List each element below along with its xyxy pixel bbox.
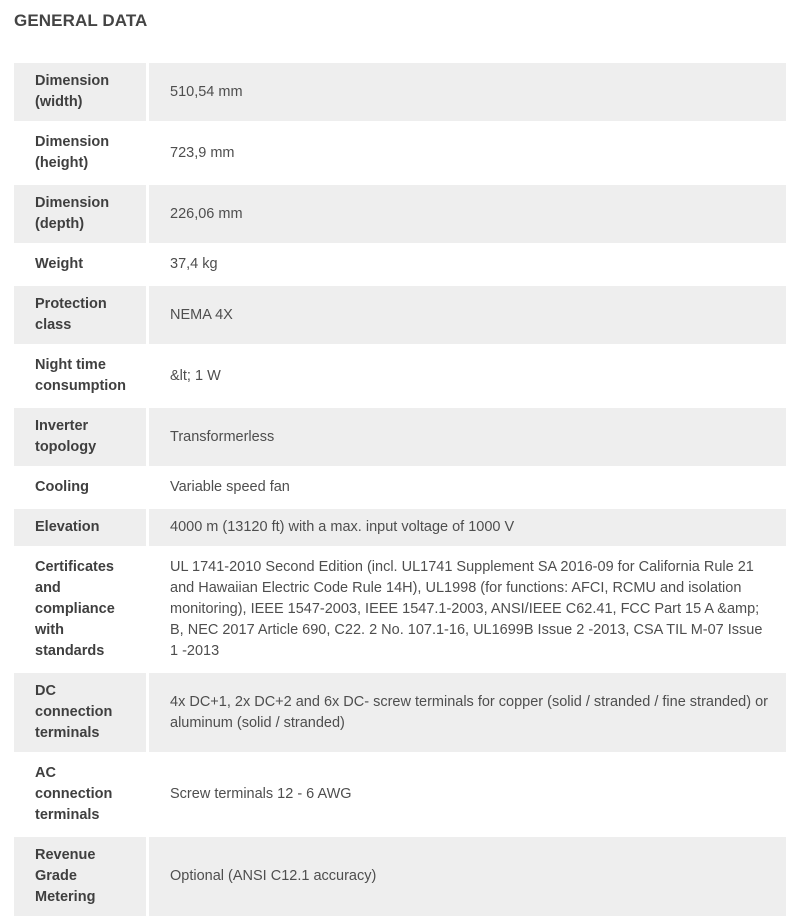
table-row-revenue-grade-metering <box>14 837 786 916</box>
table-row-cooling <box>14 469 786 506</box>
row-label: Cooling <box>14 469 149 506</box>
table-row-night-time-consumption <box>14 347 786 405</box>
row-label: Night time consumption <box>14 347 149 405</box>
section-title: GENERAL DATA <box>14 11 148 30</box>
row-value: 510,54 mm <box>149 63 786 121</box>
row-label: AC connection terminals <box>14 755 149 834</box>
row-value: &lt; 1 W <box>149 347 786 405</box>
table-row-elevation <box>14 509 786 546</box>
row-value: Screw terminals 12 - 6 AWG <box>149 755 786 834</box>
spec-table <box>14 60 786 919</box>
table-row-dimension-width <box>14 63 786 121</box>
table-row-inverter-topology <box>14 408 786 466</box>
row-label: Inverter topology <box>14 408 149 466</box>
row-label: Protection class <box>14 286 149 344</box>
table-row-certificates <box>14 549 786 670</box>
table-row-protection-class <box>14 286 786 344</box>
row-label: Revenue Grade Metering <box>14 837 149 916</box>
table-row-dc-connection-terminals <box>14 673 786 752</box>
row-label: Dimension (width) <box>14 63 149 121</box>
row-value: Transformerless <box>149 408 786 466</box>
table-row-weight <box>14 246 786 283</box>
table-row-ac-connection-terminals <box>14 755 786 834</box>
row-label: Dimension (depth) <box>14 185 149 243</box>
row-label: Dimension (height) <box>14 124 149 182</box>
row-value: 4x DC+1, 2x DC+2 and 6x DC- screw terminals for copper (solid / stranded / fine stranded) or aluminum (solid / stranded) <box>149 673 786 752</box>
row-value: 4000 m (13120 ft) with a max. input voltage of 1000 V <box>149 509 786 546</box>
row-value: 226,06 mm <box>149 185 786 243</box>
row-value: Optional (ANSI C12.1 accuracy) <box>149 837 786 916</box>
table-row-dimension-depth <box>14 185 786 243</box>
row-label: Certificates and compliance with standards <box>14 549 149 670</box>
row-value: NEMA 4X <box>149 286 786 344</box>
row-label: Elevation <box>14 509 149 546</box>
row-label: Weight <box>14 246 149 283</box>
row-value: UL 1741-2010 Second Edition (incl. UL1741 Supplement SA 2016-09 for California Rule 21 and Hawaiian Electric Code Rule 14H), UL1998 (for functions: AFCI, RCMU and isolation monitoring), IEEE 1547-2003, IEEE 1547.1-2003, ANSI/IEEE C62.41, FCC Part 15 A &amp; B, NEC 2017 Article 690, C22. 2 No. 107.1-16, UL1699B Issue 2 -2013, CSA TIL M-07 Issue 1 -2013 <box>149 549 786 670</box>
row-value: 723,9 mm <box>149 124 786 182</box>
table-row-dimension-height <box>14 124 786 182</box>
row-label: DC connection terminals <box>14 673 149 752</box>
row-value: 37,4 kg <box>149 246 786 283</box>
row-value: Variable speed fan <box>149 469 786 506</box>
